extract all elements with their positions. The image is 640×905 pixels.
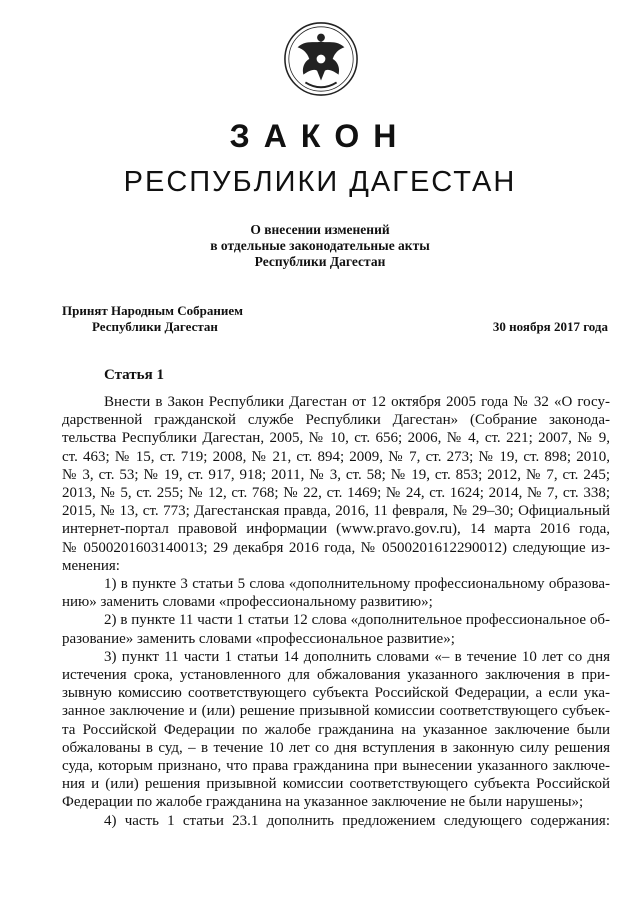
article-line: обжалованы в суд, – в течение 10 лет со дня вступления в законную силу решения: [62, 739, 610, 756]
article-line: зывную комиссию соответствующего субъекта Российской Федерации, а если ука-: [62, 685, 610, 702]
article-line: 2) в пункте 11 части 1 статьи 12 слова «дополнительное профессиональное об-: [104, 612, 610, 629]
article-line: ния и (или) решения призывной комиссии соответствующего субъекта Российской: [62, 776, 610, 793]
article-line: тельства Республики Дагестан, 2005, № 10, ст. 656; 2006, № 4, ст. 221; 2007, № 9,: [62, 430, 610, 447]
article-line: менения:: [62, 557, 120, 574]
article-line: № 3, ст. 53; № 19, ст. 917, 918; 2011, № 3, ст. 58; № 19, ст. 853; 2012, № 7, ст. 245;: [62, 466, 610, 483]
article-line: интернет-портал правовой информации (www.pravo.gov.ru), 14 марта 2016 года,: [62, 521, 610, 538]
document-title-line: О внесении изменений: [250, 222, 390, 237]
article-line: нию» заменить словами «профессиональному развитию»;: [62, 594, 433, 611]
article-line: 2013, № 5, ст. 255; № 12, ст. 768; № 22, ст. 1469; № 24, ст. 1624; 2014, № 7, ст. 338;: [62, 485, 610, 502]
law-title: ЗАКОН: [229, 118, 411, 154]
adoption-date: 30 ноября 2017 года: [492, 319, 608, 334]
article-line: разование» заменить словами «профессиональное развитие»;: [62, 630, 455, 647]
article-body: [62, 393, 610, 830]
article-line: 4) часть 1 статьи 23.1 дополнить предложением следующего содержания:: [104, 812, 610, 829]
document-title: [0, 222, 640, 270]
article-line: Федерации по жалобе гражданина на указанное заключение не были нарушены»;: [62, 794, 584, 811]
dagestan-coat-of-arms-emblem: [282, 20, 360, 98]
article-heading: Статья 1: [104, 367, 164, 383]
article-line: ст. 463; № 15, ст. 719; 2008, № 21, ст. 894; 2009, № 7, ст. 273; № 19, ст. 898; 2010,: [62, 448, 610, 465]
adopted-by-line: Республики Дагестан: [92, 319, 218, 334]
article-line: 1) в пункте 3 статьи 5 слова «дополнительному профессиональному образова-: [104, 576, 610, 593]
article-line: истечения срока, установленного для обжалования указанного заключения в при-: [62, 667, 610, 684]
article-line: дарственной гражданской службе Республики Дагестан» (Собрание законода-: [62, 412, 610, 429]
adopted-by-line: Принят Народным Собранием: [62, 303, 244, 318]
document-title-line: Республики Дагестан: [254, 254, 386, 269]
article-line: 2015, № 13, ст. 773; Дагестанская правда, 2016, 11 февраля, № 29–30; Официальный: [62, 503, 610, 520]
article-line: занное заключение и (или) решение призывной комиссии соответствующего субъек-: [62, 703, 610, 720]
adopted-by-block: [62, 303, 243, 335]
article-line: № 0500201603140013; 29 декабря 2016 года, № 0500201612290012) следующие из-: [62, 539, 610, 556]
article-line: та Российской Федерации по жалобе гражданина на указанное заключение были: [62, 721, 610, 738]
article-line: 3) пункт 11 части 1 статьи 14 дополнить словами «– в течение 10 лет со дня: [104, 648, 610, 665]
law-subtitle: РЕСПУБЛИКИ ДАГЕСТАН: [123, 166, 517, 198]
article-line: Внести в Закон Республики Дагестан от 12 октября 2005 года № 32 «О госу-: [104, 394, 610, 410]
article-line: суда, которым признано, что права гражданина при вынесении указанного заключе-: [62, 758, 610, 775]
document-title-line: в отдельные законодательные акты: [210, 238, 430, 253]
